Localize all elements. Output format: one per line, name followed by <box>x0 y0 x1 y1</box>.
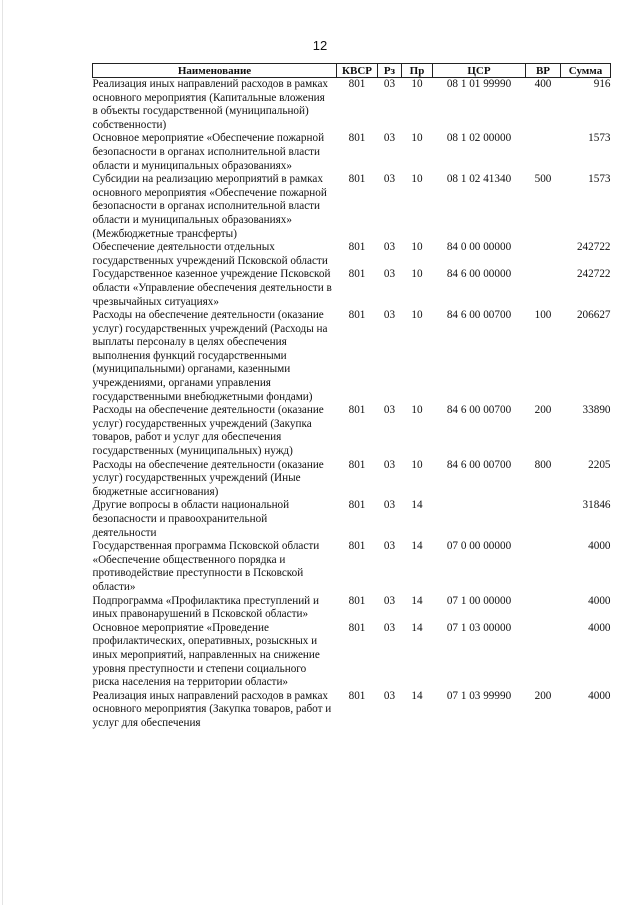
cell-csr: 07 0 00 00000 <box>446 540 512 553</box>
cell-pr: 14 <box>411 540 423 553</box>
cell-sum: 1573 <box>588 132 611 145</box>
cell-name: Расходы на обеспечение деятельности (оказание услуг) государственных учреждений (Расходы на выплаты персоналу в целях обеспечения выполнения функций государственными (муниципальными) органами, казенными учреждениями, органами управления государственными внебюджетными фондами) <box>92 309 328 403</box>
cell-name: Основное мероприятие «Проведение профилактических, оперативных, розыскных и иных мероприятий, направленных на снижение уровня преступности и степени социального риска населения на территории области» <box>92 621 320 689</box>
cell-sum: 242722 <box>576 268 611 281</box>
cell-pr: 14 <box>411 621 423 634</box>
cell-rz: 03 <box>383 404 396 417</box>
cell-kvsr: 801 <box>348 540 366 553</box>
cell-rz: 03 <box>383 499 396 512</box>
table-body <box>93 78 611 731</box>
cell-pr: 10 <box>411 404 423 417</box>
cell-name: Расходы на обеспечение деятельности (оказание услуг) государственных учреждений (Закупка товаров, работ и услуг для обеспечения государственных (муниципальных) нужд) <box>92 404 324 458</box>
column-header-csr: ЦСР <box>433 64 526 78</box>
table-row <box>93 622 611 690</box>
cell-pr: 10 <box>411 78 423 90</box>
cell-vr: 800 <box>534 458 552 471</box>
cell-name: Субсидии на реализацию мероприятий в рамках основного мероприятия «Обеспечение пожарной безопасности в органах исполнительной власти области и муниципальных образованиях» (Межбюджетные трансферты) <box>92 173 327 240</box>
cell-sum: 206627 <box>576 309 611 322</box>
cell-sum: 242722 <box>576 241 611 254</box>
cell-csr: 08 1 01 99990 <box>446 78 512 90</box>
cell-rz: 03 <box>383 268 396 281</box>
cell-csr: 08 1 02 41340 <box>446 173 512 186</box>
column-header-kvsr: КВСР <box>337 64 378 78</box>
cell-kvsr: 801 <box>348 499 366 512</box>
cell-csr <box>433 499 526 540</box>
cell-kvsr: 801 <box>348 594 366 607</box>
cell-sum: 33890 <box>582 404 611 417</box>
cell-sum: 4000 <box>588 621 611 634</box>
cell-sum: 4000 <box>588 689 611 702</box>
cell-kvsr: 801 <box>348 689 366 702</box>
table-row <box>93 459 611 500</box>
cell-name: Подпрограмма «Профилактика преступлений и иных правонарушений в Псковской области» <box>92 594 319 621</box>
cell-kvsr: 801 <box>348 268 366 281</box>
column-header-name: Наименование <box>93 64 337 78</box>
column-header-sum: Сумма <box>561 64 611 78</box>
cell-name: Государственная программа Псковской области «Обеспечение общественного порядка и противодействие преступности в Псковской области» <box>92 540 320 593</box>
cell-pr: 10 <box>411 309 423 322</box>
cell-vr: 400 <box>534 78 552 90</box>
column-header-rz: Рз <box>378 64 402 78</box>
cell-sum: 916 <box>593 78 611 90</box>
cell-pr: 10 <box>411 132 423 145</box>
cell-name: Другие вопросы в области национальной безопасности и правоохранительной деятельности <box>92 499 290 539</box>
cell-csr: 84 6 00 00700 <box>446 309 512 322</box>
cell-pr: 10 <box>411 268 423 281</box>
cell-kvsr: 801 <box>348 173 366 186</box>
budget-table <box>92 63 611 731</box>
cell-vr <box>526 132 561 173</box>
cell-csr: 84 0 00 00000 <box>446 241 512 254</box>
table-row <box>93 173 611 241</box>
table-header <box>93 64 611 78</box>
cell-csr: 07 1 00 00000 <box>446 594 512 607</box>
cell-kvsr: 801 <box>348 132 366 145</box>
cell-name: Реализация иных направлений расходов в рамках основного мероприятия (Капитальные вложения в объекты государственной (муниципальной) собственности) <box>92 78 329 131</box>
cell-rz: 03 <box>383 594 396 607</box>
cell-sum: 31846 <box>582 499 611 512</box>
cell-vr <box>526 499 561 540</box>
table-row <box>93 540 611 594</box>
cell-name: Реализация иных направлений расходов в рамках основного мероприятия (Закупка товаров, работ и услуг для обеспечения <box>92 689 332 729</box>
table-row <box>93 309 611 404</box>
table-row <box>93 132 611 173</box>
cell-rz: 03 <box>383 540 396 553</box>
cell-csr: 07 1 03 00000 <box>446 621 512 634</box>
table-row <box>93 499 611 540</box>
cell-sum: 4000 <box>588 540 611 553</box>
cell-pr: 14 <box>411 594 423 607</box>
cell-csr: 08 1 02 00000 <box>446 132 512 145</box>
cell-pr: 10 <box>411 173 423 186</box>
cell-pr: 14 <box>411 689 423 702</box>
cell-vr <box>526 540 561 594</box>
cell-kvsr: 801 <box>348 621 366 634</box>
cell-pr: 14 <box>411 499 423 512</box>
cell-csr: 84 6 00 00700 <box>446 404 512 417</box>
cell-kvsr: 801 <box>348 458 366 471</box>
cell-vr: 200 <box>534 404 552 417</box>
cell-vr <box>526 622 561 690</box>
cell-sum: 2205 <box>588 458 611 471</box>
cell-kvsr: 801 <box>348 241 366 254</box>
cell-vr: 500 <box>534 173 552 186</box>
cell-rz: 03 <box>383 689 396 702</box>
table-row <box>93 690 611 731</box>
cell-rz: 03 <box>383 309 396 322</box>
cell-kvsr: 801 <box>348 404 366 417</box>
table-row <box>93 268 611 309</box>
column-header-vr: ВР <box>526 64 561 78</box>
cell-vr: 200 <box>534 689 552 702</box>
table-row <box>93 595 611 622</box>
cell-vr <box>526 595 561 622</box>
scan-edge-line <box>2 0 3 905</box>
cell-name: Расходы на обеспечение деятельности (оказание услуг) государственных учреждений (Иные бюджетные ассигнования) <box>92 458 324 498</box>
cell-name: Обеспечение деятельности отдельных государственных учреждений Псковской области <box>92 241 328 267</box>
cell-rz: 03 <box>383 132 396 145</box>
cell-rz: 03 <box>383 241 396 254</box>
cell-vr: 100 <box>534 309 552 322</box>
page-number: 12 <box>312 38 328 53</box>
cell-name: Государственное казенное учреждение Псковской области «Управление обеспечения деятельности в чрезвычайных ситуациях» <box>92 268 332 308</box>
cell-pr: 10 <box>411 241 423 254</box>
cell-rz: 03 <box>383 621 396 634</box>
cell-sum: 1573 <box>588 173 611 186</box>
cell-kvsr: 801 <box>348 78 366 90</box>
table-row <box>93 78 611 133</box>
cell-csr: 07 1 03 99990 <box>446 689 512 702</box>
cell-kvsr: 801 <box>348 309 366 322</box>
cell-csr: 84 6 00 00000 <box>446 268 512 281</box>
cell-rz: 03 <box>383 78 396 90</box>
cell-rz: 03 <box>383 173 396 186</box>
table-row <box>93 404 611 458</box>
cell-vr <box>526 268 561 309</box>
cell-rz: 03 <box>383 458 396 471</box>
cell-name: Основное мероприятие «Обеспечение пожарной безопасности в органах исполнительной власти области и муниципальных образованиях» <box>92 132 325 172</box>
cell-csr: 84 6 00 00700 <box>446 458 512 471</box>
cell-pr: 10 <box>411 458 423 471</box>
cell-sum: 4000 <box>588 594 611 607</box>
table-row <box>93 241 611 268</box>
column-header-pr: Пр <box>402 64 433 78</box>
cell-vr <box>526 241 561 268</box>
